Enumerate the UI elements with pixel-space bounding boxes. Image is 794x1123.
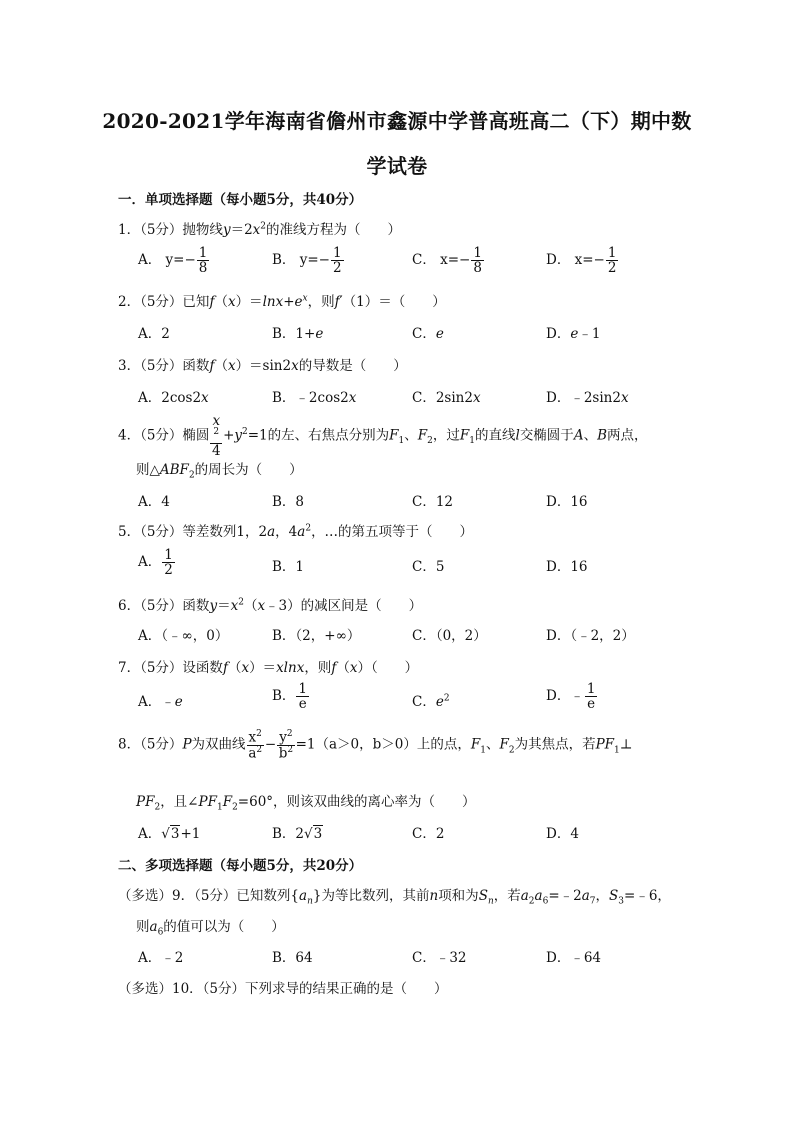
question-8-cont: $PF_2$，且$\angle PF_1F_2=60^\circ$，则该双曲线的离心率为（ ） [136,794,476,813]
q5-option-c: C．5 [412,559,445,575]
q6-option-a: A．（﹣∞，0） [138,628,229,644]
q4-option-c: C．12 [412,494,454,510]
q5-option-d: D．16 [546,559,588,575]
q7-option-b: B． $\frac{1}{e}$ [272,681,308,713]
q9-option-c: C．﹣32 [412,950,467,966]
q8-option-a: A．√3+1 [138,826,201,842]
question-7: 7．（5分）设函数f（x）＝xlnx，则f（x）（ ） [118,660,419,676]
q6-option-c: C．（0，2） [412,628,487,644]
q1-option-d: D． x=− $\frac{1}{2}$ [546,245,617,277]
q5-option-a: A． $\frac{1}{2}$ [138,547,173,579]
question-6: 6．（5分）函数$y=x^2(x﹣3)$的减区间是（ ） [118,597,423,614]
q3-option-a: A．2cos2x [138,390,209,406]
q9-option-d: D．﹣64 [546,950,602,966]
question-4-cont: 则$\triangle ABF_2$的周长为（ ） [136,462,303,481]
q2-option-b: B．1+e [272,326,324,342]
question-10: （多选）10．（5分）下列求导的结果正确的是（ ） [118,981,448,997]
q7-option-a: A．﹣e [138,694,183,710]
q4-option-d: D．16 [546,494,588,510]
q9-option-a: A．﹣2 [138,950,184,966]
q3-option-b: B．﹣2cos2x [272,390,357,406]
question-2: 2．（5分）已知$f(x)=\ln x+e^x$，则f′（1）＝（ ） [118,293,446,310]
question-5: 5．（5分）等差数列1，2a，$4a^2$，…的第五项等于（ ） [118,523,474,540]
q4-option-a: A．4 [138,494,170,510]
q5-option-b: B．1 [272,559,305,575]
question-4: 4．（5分）椭圆 x $^2$ 4 $+y^2=1$的左、右焦点分别为$F_1$、$F_2$，过$F_1$的直线l交椭圆于A、B两点， [118,413,648,459]
question-1: 1．（5分）抛物线$y=2x^2$的准线方程为（ ） [118,221,402,238]
q7-option-d: D．﹣ $\frac{1}{e}$ [546,681,596,713]
section-single-choice: 一．单项选择题（每小题5分，共40分） [118,192,363,208]
q2-option-a: A．2 [138,326,170,342]
q6-option-b: B．（2，+∞） [272,628,361,644]
q8-option-b: B．2√3 [272,826,323,842]
question-3: 3．（5分）函数f（x）＝sin2x的导数是（ ） [118,358,407,374]
q1-option-c: C． x=− $\frac{1}{8}$ [412,245,482,277]
q8-option-c: C．2 [412,826,445,842]
question-9-cont: 则$a_6$的值可以为（ ） [136,919,285,938]
q2-option-c: C．e [412,326,444,342]
q3-option-c: C．2sin2x [412,390,481,406]
q4-option-b: B．8 [272,494,305,510]
question-8: 8．（5分）P为双曲线 $\frac{x^2}{a^2}$ − $\frac{y^2}{b^2}$ =1（a＞0，b＞0）上的点，$F_1$、$F_2$为其焦点，若$PF_1\perp$ [118,729,633,762]
exam-title-line2: 学试卷 [366,154,428,178]
q1-option-a: A． y=− $\frac{1}{8}$ [138,245,208,277]
exam-title-line1: 2020-2021学年海南省儋州市鑫源中学普高班高二（下）期中数 [102,109,692,133]
question-9: （多选）9．（5分）已知数列$\{a_n\}$为等比数列，其前n项和为$S_n$，若$a_2a_6=﹣2a_7$，$S_3=﹣6$， [118,888,671,907]
q9-option-b: B．64 [272,950,313,966]
q3-option-d: D．﹣2sin2x [546,390,629,406]
section-multi-choice: 二、多项选择题（每小题5分，共20分） [118,858,363,874]
q2-option-d: D．e﹣1 [546,326,601,342]
q6-option-d: D．（﹣2，2） [546,628,635,644]
q1-option-b: B． y=− $\frac{1}{2}$ [272,245,342,277]
q7-option-c: C．$e^2$ [412,693,450,710]
q8-option-d: D．4 [546,826,579,842]
